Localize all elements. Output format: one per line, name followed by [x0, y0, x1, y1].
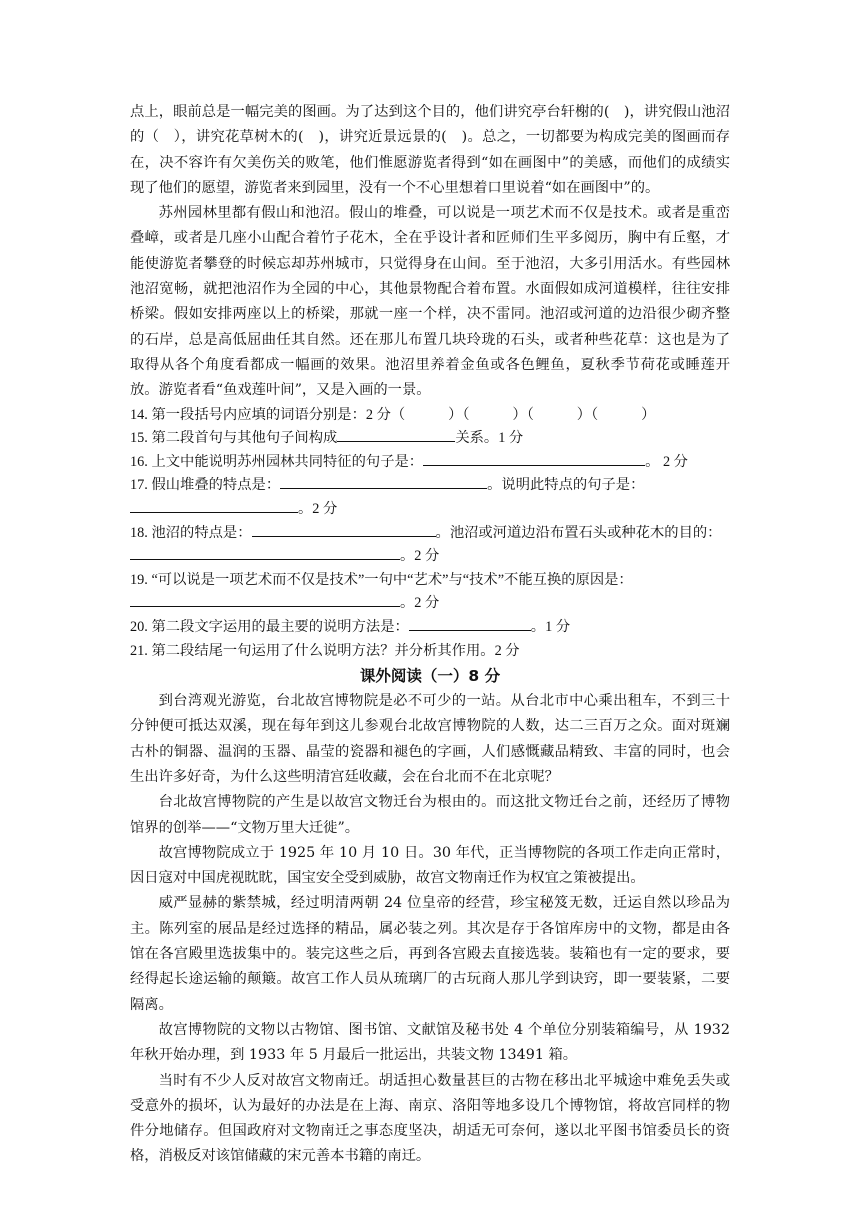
question-text: 。1 分	[530, 618, 571, 635]
question-text: 。2 分	[298, 500, 338, 517]
answer-blank[interactable]	[252, 522, 436, 537]
passage-paragraph: 故宫博物院的文物以古物馆、图书馆、文献馆及秘书处 4 个单位分别装箱编号，从 1932 年秋开始办理，到 1933 年 5 月最后一批运出，共装文物 13491 箱。	[130, 1021, 730, 1064]
question-16	[130, 451, 730, 475]
section-title: 课外阅读（一）8 分	[359, 667, 501, 686]
question-18	[130, 522, 730, 569]
question-19	[130, 569, 730, 616]
question-15	[130, 427, 730, 451]
answer-blank[interactable]	[337, 427, 455, 442]
question-text: 关系。1 分	[455, 430, 524, 447]
passage-paragraph: 台北故宫博物院的产生是以故宫文物迁台为根由的。而这批文物迁台之前，还经历了博物馆界的创举——“文物万里大迁徙”。	[130, 794, 730, 836]
answer-blank[interactable]	[409, 616, 531, 631]
question-text: 。2 分	[400, 595, 440, 612]
question-20	[130, 616, 730, 640]
passage-paragraph: 威严显赫的紫禁城，经过明清两朝 24 位皇帝的经营，珍宝秘笈无数，迁运自然以珍品为主。陈列室的展品是经过选择的精品，属必装之列。其次是存于各馆库房中的文物，都是由各馆在各宫殿里选拔集中的。装完这些之后，再到各宫殿去直接选装。装箱也有一定的要求，要经得起长途运输的颠簸。故宫工作人员从琉璃厂的古玩商人那儿学到诀窍，即一要装紧，二要隔离。	[130, 895, 730, 1013]
question-text: 。池沼或河道边沿布置石头或种花木的目的：	[435, 524, 722, 541]
answer-blank[interactable]	[130, 592, 400, 607]
answer-blank[interactable]	[280, 474, 487, 489]
question-14: 14. 第一段括号内应填的词语分别是：2 分（ ）（ ）（ ）（ ）	[130, 406, 656, 423]
question-text: 18. 池沼的特点是：	[130, 524, 252, 541]
question-text: 。 2 分	[645, 453, 688, 470]
question-text: 15. 第二段首句与其他句子间构成	[130, 430, 338, 447]
question-text: 20. 第二段文字运用的最主要的说明方法是：	[130, 618, 409, 635]
passage-paragraph: 故宫博物院成立于 1925 年 10 月 10 日。30 年代，正当博物院的各项工作走向正常时，因日寇对中国虎视眈眈，国宝安全受到威胁，故宫文物南迁作为权宜之策被提出。	[130, 844, 730, 887]
question-text: 。2 分	[400, 548, 440, 565]
question-text: 。说明此特点的句子是：	[487, 477, 645, 494]
document-page	[130, 100, 730, 1170]
question-21: 21. 第二段结尾一句运用了什么说明方法？并分析其作用。2 分	[130, 642, 520, 659]
passage-paragraph: 点上，眼前总是一幅完美的图画。为了达到这个目的，他们讲究亭台轩榭的( )，讲究假山池沼的（ ），讲究花草树木的( )，讲究近景远景的( )。总之，一切都要为构成完美的图画而存在，决不容许有欠美伤关的败笔，他们惟愿游览者得到“如在画图中”的美感，而他们的成绩实现了他们的愿望，游览者来到园里，没有一个不心里想着口里说着“如在画图中”的。	[130, 104, 730, 196]
passage-paragraph: 苏州园林里都有假山和池沼。假山的堆叠，可以说是一项艺术而不仅是技术。或者是重峦叠嶂，或者是几座小山配合着竹子花木，全在乎设计者和匠师们生平多阅历，胸中有丘壑，才能使游览者攀登的时候忘却苏州城市，只觉得身在山间。至于池沼，大多引用活水。有些园林池沼宽畅，就把池沼作为全园的中心，其他景物配合着布置。水面假如成河道模样，往往安排桥梁。假如安排两座以上的桥梁，那就一座一个样，决不雷同。池沼或河道的边沿很少砌齐整的石岸，总是高低屈曲任其自然。还在那儿布置几块玲珑的石头，或者种些花草：这也是为了取得从各个角度看都成一幅画的效果。池沼里养着金鱼或各色鲤鱼，夏秋季节荷花或睡莲开放。游览者看“鱼戏莲叶间”，又是入画的一景。	[130, 205, 730, 399]
answer-blank[interactable]	[130, 545, 400, 560]
question-text: 19. “可以说是一项艺术而不仅是技术”一句中“艺术”与“技术”不能互换的原因是：	[130, 571, 633, 588]
passage-paragraph: 当时有不少人反对故宫文物南迁。胡适担心数量甚巨的古物在移出北平城途中难免丢失或受意外的损坏，认为最好的办法是在上海、南京、洛阳等地多设几个博物馆，将故宫同样的物件分地储存。但国政府对文物南迁之事态度坚决，胡适无可奈何，遂以北平图书馆委员长的资格，消极反对该馆储藏的宋元善本书籍的南迁。	[130, 1072, 730, 1165]
answer-blank[interactable]	[423, 451, 645, 466]
question-17	[130, 474, 730, 521]
passage-paragraph: 到台湾观光游览，台北故宫博物院是必不可少的一站。从台北市中心乘出租车，不到三十分钟便可抵达双溪，现在每年到这儿参观台北故宫博物院的人数，达二三百万之众。面对斑斓古朴的铜器、温润的玉器、晶莹的瓷器和褪色的字画，人们感慨藏品精致、丰富的同时，也会生出许多好奇，为什么这些明清宫廷收藏，会在台北而不在北京呢？	[130, 693, 730, 785]
question-text: 16. 上文中能说明苏州园林共同特征的句子是：	[130, 453, 424, 470]
answer-blank[interactable]	[130, 498, 298, 513]
question-text: 17. 假山堆叠的特点是：	[130, 477, 281, 494]
